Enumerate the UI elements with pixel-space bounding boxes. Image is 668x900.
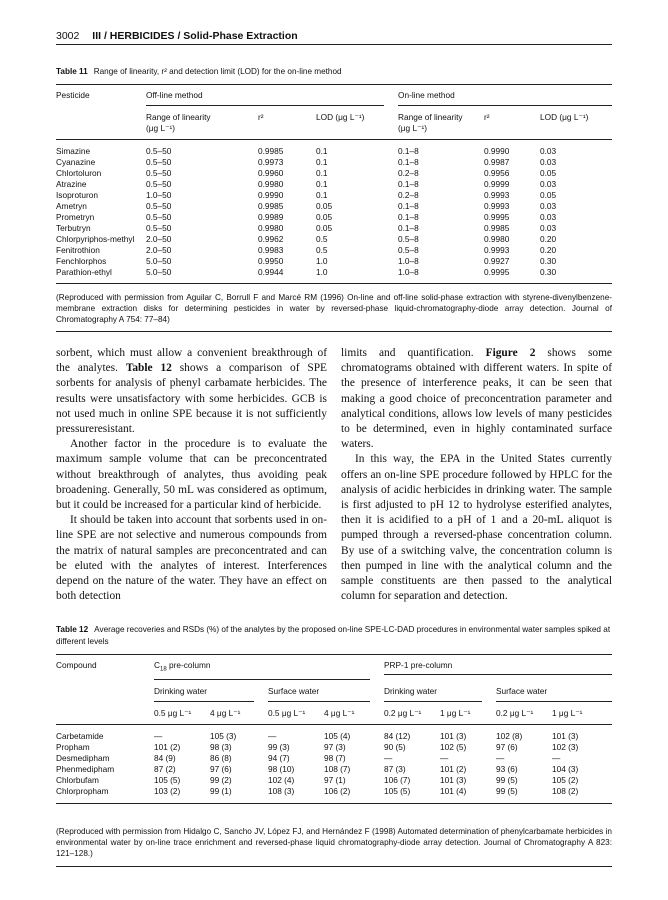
table12-level-c18-dw-4: 4 μg L⁻¹	[210, 707, 241, 718]
body-column-left	[56, 346, 327, 604]
table12-value-cell: 105 (3)	[210, 730, 237, 741]
table12-compound-cell: Chlorpropham	[56, 785, 109, 796]
table12-level-prp-dw-1: 1 μg L⁻¹	[440, 707, 471, 718]
table11-row	[56, 190, 612, 201]
table11-value-cell: 0.20	[540, 234, 557, 244]
table11-value-cell: 0.20	[540, 245, 557, 255]
table12-label: Table 12	[56, 625, 89, 634]
table11-value-cell: 0.9983	[258, 245, 284, 255]
table11-caption	[56, 66, 612, 78]
table11-value-cell: 5.0–50	[146, 256, 172, 266]
table12-value-cell: 106 (7)	[384, 774, 411, 785]
table12	[56, 654, 612, 804]
table11-pesticide-cell: Prometryn	[56, 212, 95, 222]
table11-value-cell: 0.9980	[484, 234, 510, 244]
table11-off-lod: LOD (μg L⁻¹)	[316, 112, 365, 122]
table11-value-cell: 0.03	[540, 146, 557, 156]
table11-value-cell: 0.9990	[484, 146, 510, 156]
table11-value-cell: 2.0–50	[146, 245, 172, 255]
table11-value-cell: 0.9989	[258, 212, 284, 222]
table11-value-cell: 0.03	[540, 179, 557, 189]
table11-pesticide-cell: Atrazine	[56, 179, 87, 189]
table11-value-cell: 0.05	[540, 168, 557, 178]
table12-compound-cell: Desmedipham	[56, 752, 110, 763]
table12-group-c18	[154, 655, 384, 680]
table11-value-cell: 0.1–8	[398, 201, 419, 211]
table11-value-cell: 1.0	[316, 267, 328, 277]
table11-pesticide-cell: Chlorpyriphos-methyl	[56, 234, 135, 244]
table11-value-cell: 0.05	[316, 201, 333, 211]
running-header	[56, 30, 298, 42]
table12-row	[56, 786, 612, 804]
table12-value-cell: 97 (6)	[496, 741, 518, 752]
table11-pesticide-cell: Fenchlorphos	[56, 256, 107, 266]
table11-value-cell: 0.9993	[484, 245, 510, 255]
table11-value-cell: 0.5–50	[146, 201, 172, 211]
table12-value-cell: 99 (3)	[268, 741, 290, 752]
table12-group-prp-label: PRP-1 pre-column	[384, 660, 612, 675]
table11-value-cell: 0.5	[316, 245, 328, 255]
table11-value-cell: 0.5–50	[146, 223, 172, 233]
table11-on-lod: LOD (μg L⁻¹)	[540, 112, 589, 122]
table12-group-c18-label	[154, 660, 370, 680]
table11-on-range	[398, 106, 484, 140]
table12-value-cell: 105 (5)	[384, 785, 411, 796]
table11-value-cell: 0.05	[316, 212, 333, 222]
table12-value-cell: 102 (3)	[552, 741, 579, 752]
table12-value-cell: 97 (6)	[210, 763, 232, 774]
table11-value-cell: 0.03	[540, 223, 557, 233]
table11-on-r2: r²	[484, 112, 490, 122]
table12-value-cell: —	[384, 752, 393, 763]
table11-body	[56, 140, 612, 284]
table11-value-cell: 0.1–8	[398, 223, 419, 233]
table12-row	[56, 753, 612, 764]
table11-value-cell: 0.1–8	[398, 212, 419, 222]
table11-value-cell: 0.1–8	[398, 146, 419, 156]
table12-c18-surface	[268, 680, 384, 702]
table11-value-cell: 0.9995	[484, 212, 510, 222]
c18-text-b: pre-column	[166, 660, 211, 670]
table12-value-cell: —	[552, 752, 561, 763]
table11-value-cell: 1.0–8	[398, 256, 419, 266]
table11-off-r2: r²	[258, 112, 264, 122]
table12-value-cell: 99 (2)	[210, 774, 232, 785]
table11-value-cell: 1.0–50	[146, 190, 172, 200]
table12-value-cell: 106 (2)	[324, 785, 351, 796]
table11-row	[56, 223, 612, 234]
table11-on-range-l1: Range of linearity	[398, 112, 463, 122]
table12-reference: Table 12	[125, 362, 172, 375]
table12-value-cell: 108 (3)	[268, 785, 295, 796]
table11-value-cell: 0.9962	[258, 234, 284, 244]
table11-row	[56, 245, 612, 256]
header-rule	[56, 44, 612, 45]
table12-value-cell: 99 (5)	[496, 774, 518, 785]
table11-on-range-l2: (μg L⁻¹)	[398, 123, 427, 133]
table12-level-c18-dw-05: 0.5 μg L⁻¹	[154, 707, 192, 718]
table11-pesticide-cell: Chlortoluron	[56, 168, 102, 178]
table12-value-cell: 101 (2)	[154, 741, 181, 752]
table11-row	[56, 234, 612, 245]
table11-note: (Reproduced with permission from Aguilar C, Borrull F and Marcé RM (1996) On-line and off-line solid-phase extraction with styrene-divenylbenzene-membrane extraction disks for determining pesticides in water by reversed-phase liquid-chromatography-diode array detection. Journal of Chromatography A 754: 77–84)	[56, 293, 612, 325]
table11-value-cell: 0.03	[540, 157, 557, 167]
table12-c18-drinking-label: Drinking water	[154, 686, 254, 702]
table12-row	[56, 742, 612, 753]
table12-value-cell: 99 (1)	[210, 785, 232, 796]
table11-pesticide-cell: Isoproturon	[56, 190, 98, 200]
table12-compound-cell: Phenmedipham	[56, 763, 115, 774]
table11-value-cell: 0.9944	[258, 267, 284, 277]
table11-value-cell: 0.5–50	[146, 168, 172, 178]
table11-group-offline	[146, 85, 398, 107]
table12-value-cell: 97 (1)	[324, 774, 346, 785]
table12-row	[56, 724, 612, 742]
table12-value-cell: 105 (2)	[552, 774, 579, 785]
table11-value-cell: 0.05	[316, 223, 333, 233]
running-title: III / HERBICIDES / Solid-Phase Extraction	[92, 30, 298, 42]
left-paragraph-2: Another factor in the procedure is to evaluate the maximum sample volume that can be preconcentrated without breakthrough of analytes, thus avoiding peak broadening. Generally, 50 mL was considered as optimum, but it could be increased for a particular kind of herbicide.	[56, 438, 327, 512]
table12-value-cell: 98 (3)	[210, 741, 232, 752]
table11-value-cell: 0.1–8	[398, 179, 419, 189]
table12-col-compound: Compound	[56, 660, 97, 670]
table11-row	[56, 168, 612, 179]
table11-value-cell: 0.1	[316, 146, 328, 156]
table12-value-cell: 101 (3)	[440, 730, 467, 741]
table12-caption	[56, 624, 612, 647]
table11-value-cell: 0.9950	[258, 256, 284, 266]
table11-row	[56, 212, 612, 223]
table12-value-cell: 101 (2)	[440, 763, 467, 774]
table12-value-cell: 93 (6)	[496, 763, 518, 774]
table12-end-rule	[56, 866, 612, 867]
table11-value-cell: 0.9956	[484, 168, 510, 178]
table12-prp-surface-label: Surface water	[496, 686, 612, 702]
table12-body	[56, 724, 612, 803]
table11-value-cell: 0.5–50	[146, 146, 172, 156]
table11-pesticide-cell: Parathion-ethyl	[56, 267, 112, 277]
table11-value-cell: 0.5–50	[146, 157, 172, 167]
table11-off-range	[146, 106, 258, 140]
table11-row	[56, 179, 612, 190]
table11-value-cell: 0.30	[540, 267, 557, 277]
table11-value-cell: 0.9960	[258, 168, 284, 178]
table12-value-cell: —	[496, 752, 505, 763]
table12-level-prp-sw-1: 1 μg L⁻¹	[552, 707, 583, 718]
table12-value-cell: 98 (7)	[324, 752, 346, 763]
table12-value-cell: 101 (4)	[440, 785, 467, 796]
right-p1-text-b: shows some chromatograms obtained with different waters. In spite of the presence of interference peaks, it can be seen that making a good choice of preconcentration parameter and analytical conditions, allows low levels of many pesticides to be determined, even in highly contaminated surface waters.	[341, 347, 612, 451]
table12-value-cell: 94 (7)	[268, 752, 290, 763]
c18-text: C	[154, 660, 160, 670]
c18-subscript: 18	[160, 666, 167, 673]
left-paragraph-1	[56, 346, 327, 437]
table11-row	[56, 157, 612, 168]
right-p1-text-a: limits and quantification.	[341, 347, 486, 359]
page-number: 3002	[56, 30, 80, 42]
table11-value-cell: 2.0–50	[146, 234, 172, 244]
table11-label: Table 11	[56, 67, 88, 76]
table12-value-cell: 86 (8)	[210, 752, 232, 763]
table12-compound-cell: Chlorbufam	[56, 774, 99, 785]
table12-value-cell: 102 (4)	[268, 774, 295, 785]
table12-value-cell: 98 (10)	[268, 763, 295, 774]
table12-value-cell: 87 (2)	[154, 763, 176, 774]
table11-value-cell: 0.9995	[484, 267, 510, 277]
left-p1-text-a: sorbent, which must allow a convenient breakthrough of the analytes.	[56, 347, 327, 375]
table11-value-cell: 0.9927	[484, 256, 510, 266]
table11-value-cell: 0.1	[316, 190, 328, 200]
table12-blank-1	[56, 680, 154, 702]
table11-value-cell: 5.0–50	[146, 267, 172, 277]
table11-end-rule	[56, 331, 612, 332]
table11-value-cell: 0.9993	[484, 190, 510, 200]
table12-value-cell: 104 (3)	[552, 763, 579, 774]
table11-pesticide-cell: Simazine	[56, 146, 91, 156]
table12-row	[56, 764, 612, 775]
table12-compound-cell: Propham	[56, 741, 90, 752]
table11-pesticide-cell: Ametryn	[56, 201, 87, 211]
table12-note: (Reproduced with permission from Hidalgo C, Sancho JV, López FJ, and Hernández F (1998) Automated determination of phenylcarbamate herbicides in environmental water by on-line trace enrichment and reversed-phase liquid chromatography-diode array detection. Journal of Chromatography A 823: 121–128.)	[56, 827, 612, 859]
table11-row	[56, 267, 612, 284]
table12-c18-surface-label: Surface water	[268, 686, 370, 702]
table12-prp-surface	[496, 680, 612, 702]
table12-value-cell: 87 (3)	[384, 763, 406, 774]
table12-value-cell: —	[154, 730, 163, 741]
table11-off-range-l1: Range of linearity	[146, 112, 211, 122]
table11-value-cell: 0.2–8	[398, 190, 419, 200]
table12-c18-drinking	[154, 680, 268, 702]
table11-value-cell: 0.9985	[258, 201, 284, 211]
table11-value-cell: 0.1	[316, 157, 328, 167]
table11-value-cell: 1.0–8	[398, 267, 419, 277]
table12-value-cell: 101 (3)	[440, 774, 467, 785]
table11-value-cell: 0.1	[316, 179, 328, 189]
table12-prp-drinking	[384, 680, 496, 702]
table12-blank-2	[56, 702, 154, 725]
table12-value-cell: 105 (4)	[324, 730, 351, 741]
table12-level-prp-dw-02: 0.2 μg L⁻¹	[384, 707, 422, 718]
table11-value-cell: 0.03	[540, 201, 557, 211]
table12-value-cell: 101 (3)	[552, 730, 579, 741]
table11-value-cell: 0.9980	[258, 179, 284, 189]
table11-value-cell: 0.1–8	[398, 157, 419, 167]
table11-value-cell: 0.03	[540, 212, 557, 222]
table12-compound-cell: Carbetamide	[56, 730, 104, 741]
table11-group-offline-label: Off-line method	[146, 90, 384, 106]
right-paragraph-2: In this way, the EPA in the United States currently offers an on-line SPE procedure followed by HPLC for the analysis of acidic herbicides in drinking water. The sample is first adjusted to pH 12 to hydrolyse esterified analytes, then it is acidified to a pH of 1 and a 20-mL aliquot is pumped through a reversed-phase concentration column. By use of a switching valve, the concentration column is then pumped in line with the analytical column and the sample constituents are then passed to the analytical column for separation and detection.	[341, 453, 612, 603]
table11-value-cell: 0.9990	[258, 190, 284, 200]
table12-value-cell: 108 (2)	[552, 785, 579, 796]
table12-row	[56, 775, 612, 786]
table11-group-online	[398, 85, 612, 107]
table11-value-cell: 1.0	[316, 256, 328, 266]
table12-group-prp	[384, 655, 612, 680]
table12-value-cell: 108 (7)	[324, 763, 351, 774]
table11-value-cell: 0.9973	[258, 157, 284, 167]
table11-group-online-label: On-line method	[398, 90, 612, 106]
table11-value-cell: 0.5–50	[146, 212, 172, 222]
table11-value-cell: 0.9993	[484, 201, 510, 211]
table12-value-cell: 102 (5)	[440, 741, 467, 752]
table12-prp-drinking-label: Drinking water	[384, 686, 482, 702]
table12-value-cell: 90 (5)	[384, 741, 406, 752]
table11-col-pesticide: Pesticide	[56, 90, 90, 100]
table11-pesticide-cell: Fenitrothion	[56, 245, 100, 255]
table11-value-cell: 0.30	[540, 256, 557, 266]
table11-pesticide-cell: Cyanazine	[56, 157, 96, 167]
table11-value-cell: 0.05	[540, 190, 557, 200]
table11-value-cell: 0.5	[316, 234, 328, 244]
table12-level-prp-sw-02: 0.2 μg L⁻¹	[496, 707, 534, 718]
table12-value-cell: 103 (2)	[154, 785, 181, 796]
table11-value-cell: 0.5–8	[398, 234, 419, 244]
table11-value-cell: 0.9985	[484, 223, 510, 233]
table11-row	[56, 201, 612, 212]
body-column-right	[341, 346, 612, 604]
left-p1-text-b: shows a comparison of SPE sorbents for analysis of phenyl carbamate herbicides. The results were unsatisfactory with some herbicides. GCB is not used much in online SPE because it is not sufficiently pressureresistant.	[56, 362, 327, 436]
table11-value-cell: 0.2–8	[398, 168, 419, 178]
table12-value-cell: —	[268, 730, 277, 741]
table12-value-cell: 84 (12)	[384, 730, 411, 741]
table12-value-cell: 84 (9)	[154, 752, 176, 763]
table11-off-range-l2: (μg L⁻¹)	[146, 123, 175, 133]
table11-value-cell: 0.5–50	[146, 179, 172, 189]
table11-blank-head	[56, 106, 146, 140]
table11-row	[56, 140, 612, 158]
table11	[56, 84, 612, 284]
left-paragraph-3: It should be taken into account that sorbents used in on-line SPE are not selective and numerous compounds from the matrix of natural samples are preconcentrated and can be eluted with the analytes of interest. Interferences depend on the nature of the water. They have an effect on both detection	[56, 514, 327, 603]
table12-value-cell: —	[440, 752, 449, 763]
figure2-reference: Figure 2	[485, 347, 536, 359]
table11-value-cell: 0.9980	[258, 223, 284, 233]
table12-value-cell: 105 (5)	[154, 774, 181, 785]
table12-level-c18-sw-4: 4 μg L⁻¹	[324, 707, 355, 718]
table12-value-cell: 102 (8)	[496, 730, 523, 741]
table12-caption-text: Average recoveries and RSDs (%) of the analytes by the proposed on-line SPE-LC-DAD procedures in environmental water samples spiked at different levels	[56, 625, 611, 646]
table11-value-cell: 0.9999	[484, 179, 510, 189]
table11-value-cell: 0.9985	[258, 146, 284, 156]
table11-value-cell: 0.5–8	[398, 245, 419, 255]
table11-value-cell: 0.1	[316, 168, 328, 178]
right-paragraph-1	[341, 346, 612, 452]
table11-pesticide-cell: Terbutryn	[56, 223, 91, 233]
table12-level-c18-sw-05: 0.5 μg L⁻¹	[268, 707, 306, 718]
table11-caption-text: Range of linearity, r² and detection limit (LOD) for the on-line method	[93, 67, 342, 76]
table12-value-cell: 97 (3)	[324, 741, 346, 752]
table11-row	[56, 256, 612, 267]
table12-value-cell: 99 (5)	[496, 785, 518, 796]
table11-value-cell: 0.9987	[484, 157, 510, 167]
